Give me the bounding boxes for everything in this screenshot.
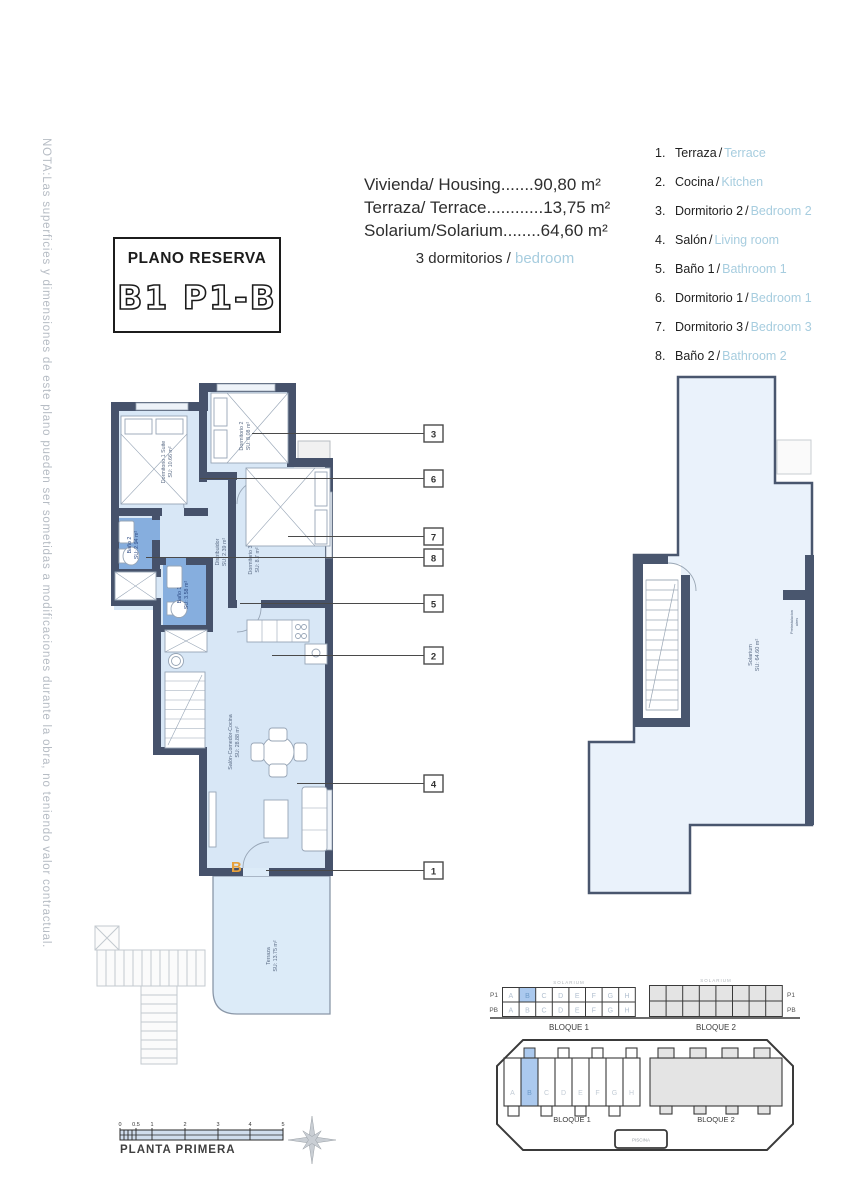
callout-7: 7 [430,532,437,544]
floor-p1-left: P1 [490,992,498,999]
disclaimer-note: NOTA:Las superficies y dimensiones de este plano pueden ser sometidas a modificaciones durante la obra, no teniendo valor contractual. [40,138,52,949]
callout-8: 8 [430,553,437,565]
adjacent-roof [777,440,811,474]
svg-text:E: E [574,993,580,1000]
svg-text:H: H [624,993,630,1000]
legend-en: Kitchen [721,175,764,189]
callout-6: 6 [430,474,437,486]
legend-en: Terrace [724,146,766,160]
key-grid-bloque2 [650,978,796,1032]
wall-stub [783,590,805,600]
svg-text:SU: 2.39 m²: SU: 2.39 m² [222,537,228,567]
legend-num: 7. [655,320,666,334]
callout-3: 3 [430,429,437,441]
kitchen-counter [247,620,309,642]
legend-num: 1. [655,146,666,160]
svg-text:SU: 64.60 m²: SU: 64.60 m² [755,638,761,672]
svg-text:0.5: 0.5 [132,1122,140,1128]
bloque2-key-label: BLOQUE 2 [695,1023,737,1032]
floor-p1-right: P1 [787,992,795,999]
legend-num: 3. [655,204,666,218]
label-salon: Salón-Comedor-Cocina [228,714,234,770]
legend-en: Bedroom 3 [750,320,812,334]
svg-text:0: 0 [118,1122,122,1128]
legend-num: 5. [655,262,666,276]
legend-en: Living room [714,233,780,247]
bloque1-key-label: BLOQUE 1 [548,1023,590,1032]
svg-text:SU: 10.66 m²: SU: 10.66 m² [168,446,174,478]
solarium-caption-2: SOLARIUM [700,978,732,983]
label-terraza: Terraza [266,947,272,965]
svg-text:F: F [591,993,596,1000]
label-dorm2: Dormitorio 2 [239,421,245,451]
legend-item [655,168,812,197]
coffee-table [264,800,288,838]
legend-es: Salón [675,233,707,247]
sink-bath1 [167,566,182,588]
plan-type-label: PLANO RESERVA [127,250,267,267]
compass-icon [288,1116,336,1164]
label-dorm1: Dormitorio 1 Suite [161,440,167,484]
legend-es: Dormitorio 3 [675,320,744,334]
floor-name: PLANTA PRIMERA [120,1144,236,1156]
svg-text:5: 5 [281,1122,285,1128]
solarium-plan [575,365,825,910]
pool-label: PISCINA [631,1137,651,1143]
legend-es: Dormitorio 2 [675,204,744,218]
svg-text:B: B [527,1090,532,1097]
svg-text:F: F [595,1090,600,1097]
legend-es: Terraza [675,146,717,160]
legend-es: Baño 1 [675,262,715,276]
label-distribuidor: Distribuidor [215,538,221,566]
floor-pb-left: PB [489,1007,498,1014]
legend-num: 4. [655,233,666,247]
svg-text:B: B [525,993,530,1000]
svg-text:E: E [578,1090,583,1097]
label-solarium: Solarium [748,644,754,666]
svg-text:4: 4 [248,1122,252,1128]
legend-sep: / [708,233,713,247]
legend-es: Cocina [675,175,714,189]
legend-item [655,139,812,168]
legend-item [655,284,812,313]
svg-text:2: 2 [183,1122,187,1128]
svg-text:SU: 13.75 m²: SU: 13.75 m² [273,940,279,972]
floor-pb-right: PB [787,1007,796,1014]
callout-4: 4 [430,779,437,791]
tv-board [209,792,216,847]
legend-es: Baño 2 [675,349,715,363]
svg-text:SU: 28.88 m²: SU: 28.88 m² [235,726,241,758]
callout-5: 5 [430,599,437,611]
svg-text:SU: 2.94 m²: SU: 2.94 m² [134,530,140,560]
room-legend [655,139,812,371]
solarium-caption-1: SOLARIUM [553,980,585,985]
svg-text:F: F [591,1007,596,1015]
legend-sep: / [715,175,720,189]
bedrooms-es: 3 dormitorios / [415,250,511,267]
legend-sep: / [745,320,749,334]
legend-sep: / [745,291,749,305]
label-bano2: Baño 2 [127,536,133,554]
label-bano1: Baño 1 [177,586,183,604]
legend-num: 2. [655,175,666,189]
svg-text:H: H [624,1007,630,1015]
scale-bar [118,1122,284,1156]
areas-summary [364,174,626,242]
svg-text:D: D [558,993,564,1000]
summary-terrace: Terraza/ Terrace............13,75 m² [364,197,611,217]
bedrooms-line [364,250,626,267]
svg-text:G: G [611,1090,618,1097]
svg-text:C: C [543,1090,550,1097]
legend-item [655,313,812,342]
svg-text:C: C [541,993,547,1000]
svg-text:H: H [628,1090,635,1097]
svg-text:C: C [541,1007,547,1015]
label-preinstalacion: Preinstalacion [790,610,794,634]
legend-item [655,255,812,284]
site-highlighted-unit [521,1058,538,1106]
svg-text:3: 3 [216,1122,220,1128]
svg-text:SU: 3.58 m²: SU: 3.58 m² [184,580,190,610]
callout-1: 1 [430,866,437,878]
svg-text:1: 1 [150,1122,154,1128]
title-block [113,237,281,333]
svg-text:D: D [560,1090,567,1097]
legend-en: Bedroom 2 [750,204,812,218]
unit-code: B1 P1-B [117,278,277,317]
summary-solarium: Solarium/Solarium........64,60 m² [364,220,608,240]
svg-text:G: G [607,993,614,1000]
label-dorm3: Dormitorio 3 [248,545,254,575]
legend-en: Bathroom 1 [722,262,787,276]
site-bloque1-label: BLOQUE 1 [553,1115,591,1124]
svg-text:A: A [508,1007,514,1015]
svg-text:A: A [510,1090,515,1097]
legend-en: Bedroom 1 [750,291,812,305]
svg-text:SU: 8.7 m²: SU: 8.7 m² [255,547,261,573]
stair-enclosure [634,555,696,727]
legend-sep: / [718,146,723,160]
legend-sep: / [745,204,749,218]
legend-num: 6. [655,291,666,305]
bedrooms-en: bedroom [515,250,575,267]
bottom-strip [85,975,847,1170]
svg-text:A: A [508,993,514,1000]
main-floorplan [88,372,450,1072]
key-grid-bloque1 [489,980,635,1032]
legend-sep: / [716,349,721,363]
svg-text:G: G [607,1007,614,1015]
legend-en: Bathroom 2 [722,349,787,363]
site-bloque2-label: BLOQUE 2 [697,1115,735,1124]
svg-text:aires: aires [795,617,799,627]
sofa [302,787,327,851]
legend-item [655,226,812,255]
svg-text:E: E [574,1007,580,1015]
legend-sep: / [716,262,721,276]
svg-text:SU: 8.08 m²: SU: 8.08 m² [246,421,252,451]
summary-housing: Vivienda/ Housing.......90,80 m² [364,175,601,194]
callout-2: 2 [430,651,437,663]
legend-es: Dormitorio 1 [675,291,744,305]
solarium-right-wall [805,555,814,825]
entrance-letter: B [231,859,242,876]
site-plan [497,1040,793,1150]
svg-text:B: B [525,1007,530,1015]
svg-text:D: D [558,1007,564,1015]
legend-num: 8. [655,349,666,363]
legend-item [655,197,812,226]
